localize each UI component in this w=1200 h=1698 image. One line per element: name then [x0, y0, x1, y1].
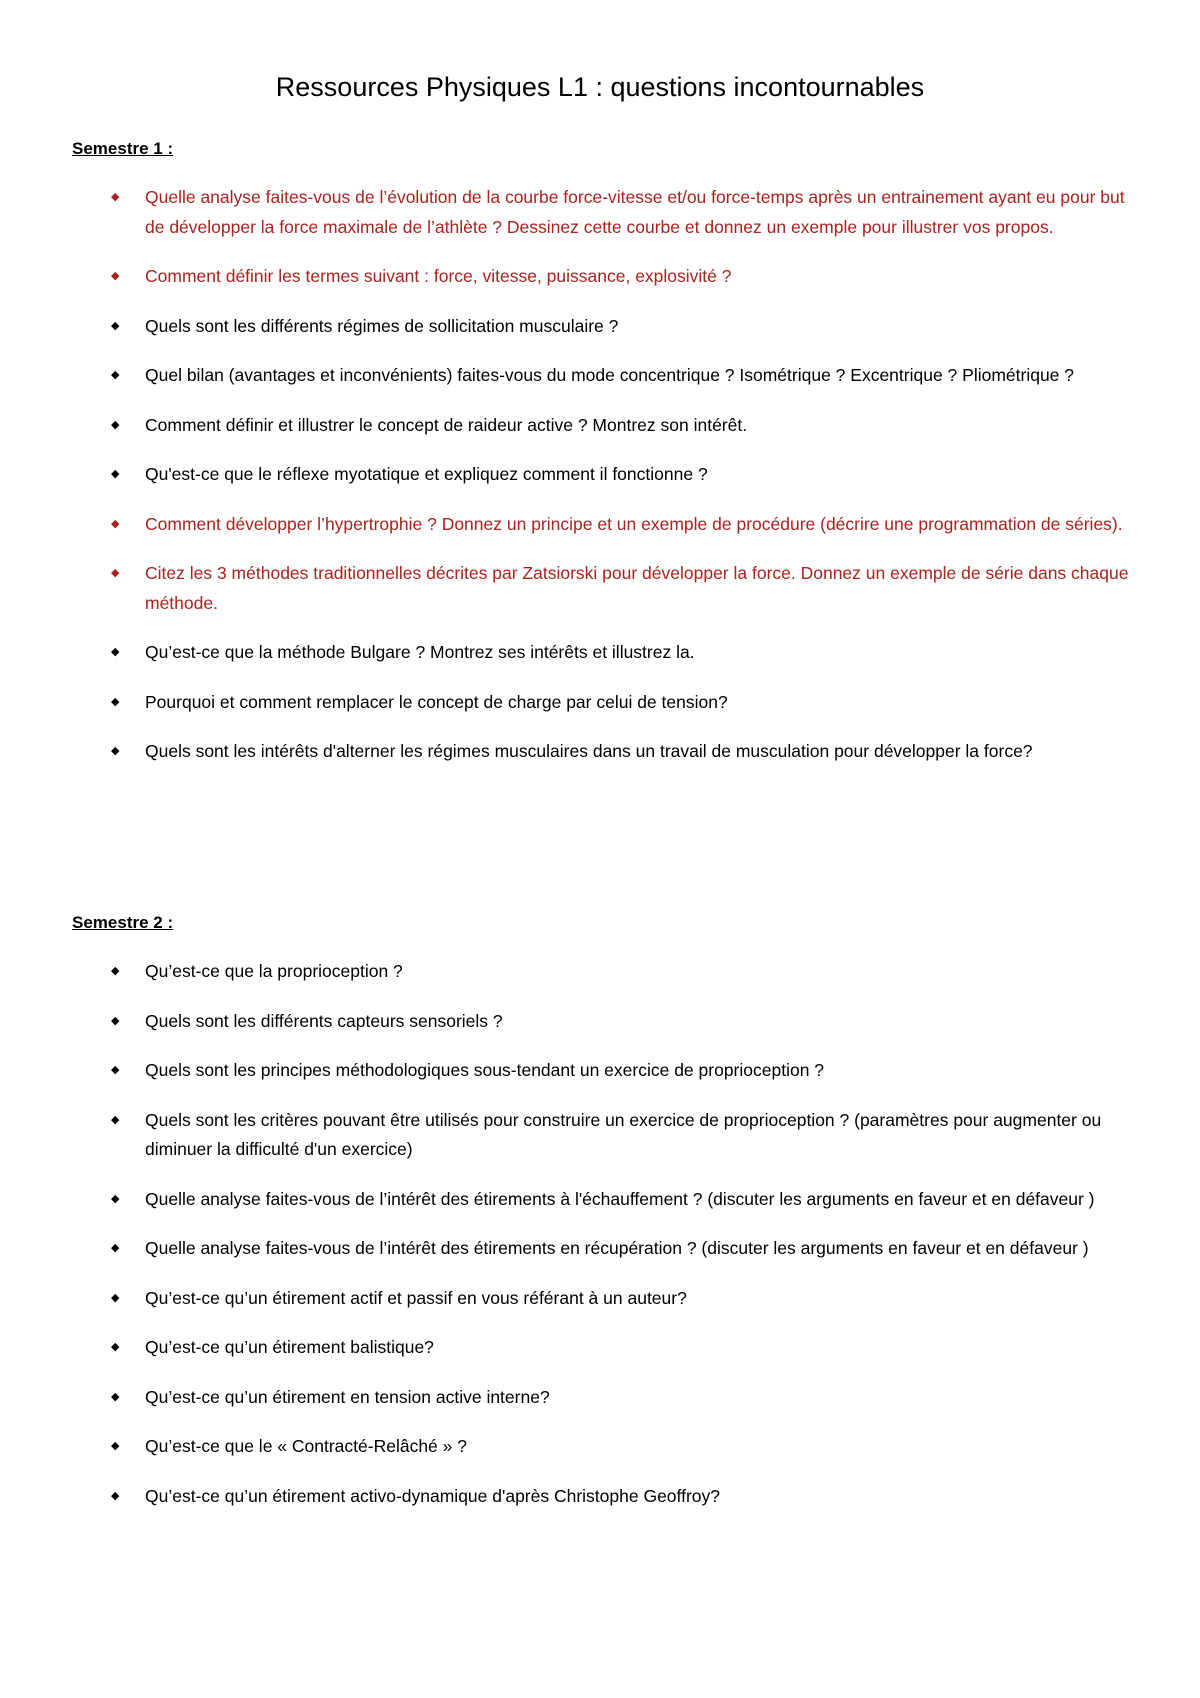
question-text: Quels sont les intérêts d'alterner les régimes musculaires dans un travail de musculation pour développer la force? — [145, 741, 1033, 761]
semestre-2-heading: Semestre 2 : — [72, 913, 174, 932]
question-item — [72, 1185, 1132, 1215]
bullet-icon: ◆ — [111, 1192, 120, 1205]
question-text: Comment développer l’hypertrophie ? Donnez un principe et un exemple de procédure (décrire une programmation de séries). — [145, 513, 1123, 534]
question-item — [72, 1482, 1132, 1512]
bullet-icon: ◆ — [111, 517, 120, 530]
question-text: Citez les 3 méthodes traditionnelles décrites par Zatsiorski pour développer la force. Donnez un exemple de série dans chaque méthode. — [145, 563, 1129, 613]
question-text: Quels sont les différents capteurs sensoriels ? — [145, 1010, 503, 1031]
bullet-icon: ◆ — [111, 369, 120, 381]
question-text: Quelle analyse faites-vous de l’intérêt des étirements à l'échauffement ? (discuter les arguments en faveur et en défaveur ) — [145, 1188, 1095, 1209]
question-item — [72, 510, 1132, 540]
question-item — [72, 262, 1132, 292]
bullet-icon: ◆ — [111, 965, 120, 977]
bullet-icon: ◆ — [111, 1242, 120, 1254]
bullet-icon: ◆ — [111, 1291, 120, 1304]
bullet-icon: ◆ — [111, 319, 120, 332]
question-item — [72, 1284, 1132, 1314]
question-text: Quelle analyse faites-vous de l’intérêt des étirements en récupération ? (discuter les arguments en faveur et en défaveur ) — [145, 1238, 1089, 1258]
question-item — [72, 1333, 1132, 1363]
bullet-icon: ◆ — [111, 1390, 120, 1403]
semestre-1-question-list — [72, 183, 1132, 767]
question-item — [72, 737, 1132, 767]
question-item — [72, 1056, 1132, 1086]
question-text: Qu’est-ce qu’un étirement actif et passif en vous référant à un auteur? — [145, 1287, 687, 1308]
question-text: Quelle analyse faites-vous de l’évolution de la courbe force-vitesse et/ou force-temps après un entrainement ayant eu pour but de développer la force maximale de l’athlète ? Dessinez cette courbe et donnez un exemple pour illustrer vos propos. — [145, 187, 1125, 237]
question-item — [72, 1383, 1132, 1413]
question-item — [72, 183, 1132, 242]
bullet-icon: ◆ — [111, 695, 120, 708]
question-text: Quels sont les critères pouvant être utilisés pour construire un exercice de proprioception ? (paramètres pour augmenter ou diminuer la difficulté d'un exercice) — [145, 1109, 1102, 1159]
question-text: Qu’est-ce que le « Contracté-Relâché » ? — [145, 1436, 467, 1456]
question-item — [72, 1106, 1132, 1165]
semestre-2-question-list — [72, 957, 1132, 1511]
bullet-icon: ◆ — [111, 1014, 120, 1027]
bullet-icon: ◆ — [111, 270, 120, 282]
question-text: Quels sont les différents régimes de sollicitation musculaire ? — [145, 315, 619, 336]
bullet-icon: ◆ — [111, 1489, 120, 1502]
bullet-icon: ◆ — [111, 418, 120, 431]
question-item — [72, 1432, 1132, 1462]
question-text: Qu'est-ce que le réflexe myotatique et expliquez comment il fonctionne ? — [145, 464, 708, 484]
bullet-icon: ◆ — [111, 745, 120, 757]
bullet-icon: ◆ — [111, 1341, 120, 1353]
question-item — [72, 460, 1132, 490]
question-item — [72, 411, 1132, 441]
semestre-1-heading: Semestre 1 : — [72, 139, 174, 158]
bullet-icon: ◆ — [111, 1440, 120, 1452]
question-text: Qu’est-ce que la méthode Bulgare ? Montrez ses intérêts et illustrez la. — [145, 642, 695, 662]
bullet-icon: ◆ — [111, 646, 120, 658]
bullet-icon: ◆ — [111, 567, 120, 579]
question-item — [72, 559, 1132, 618]
question-item — [72, 957, 1132, 987]
question-text: Qu’est-ce que la proprioception ? — [145, 961, 403, 981]
page-title: Ressources Physiques L1 : questions incontournables — [275, 72, 925, 102]
question-text: Pourquoi et comment remplacer le concept de charge par celui de tension? — [145, 691, 728, 712]
question-text: Quels sont les principes méthodologiques sous-tendant un exercice de proprioception ? — [145, 1060, 825, 1080]
question-item — [72, 688, 1132, 718]
bullet-icon: ◆ — [111, 191, 120, 203]
question-item — [72, 1234, 1132, 1264]
question-item — [72, 361, 1132, 391]
question-item — [72, 1007, 1132, 1037]
question-text: Qu’est-ce qu’un étirement balistique? — [145, 1337, 434, 1357]
question-text: Comment définir et illustrer le concept de raideur active ? Montrez son intérêt. — [145, 414, 748, 435]
question-text: Qu’est-ce qu’un étirement en tension active interne? — [145, 1386, 550, 1407]
bullet-icon: ◆ — [111, 468, 120, 480]
question-item — [72, 312, 1132, 342]
question-item — [72, 638, 1132, 668]
bullet-icon: ◆ — [111, 1064, 120, 1076]
question-text: Comment définir les termes suivant : force, vitesse, puissance, explosivité ? — [145, 266, 732, 286]
question-text: Qu’est-ce qu’un étirement activo-dynamique d'après Christophe Geoffroy? — [145, 1485, 720, 1506]
question-text: Quel bilan (avantages et inconvénients) faites-vous du mode concentrique ? Isométrique ? Excentrique ? Pliométrique ? — [145, 365, 1075, 385]
bullet-icon: ◆ — [111, 1113, 120, 1126]
